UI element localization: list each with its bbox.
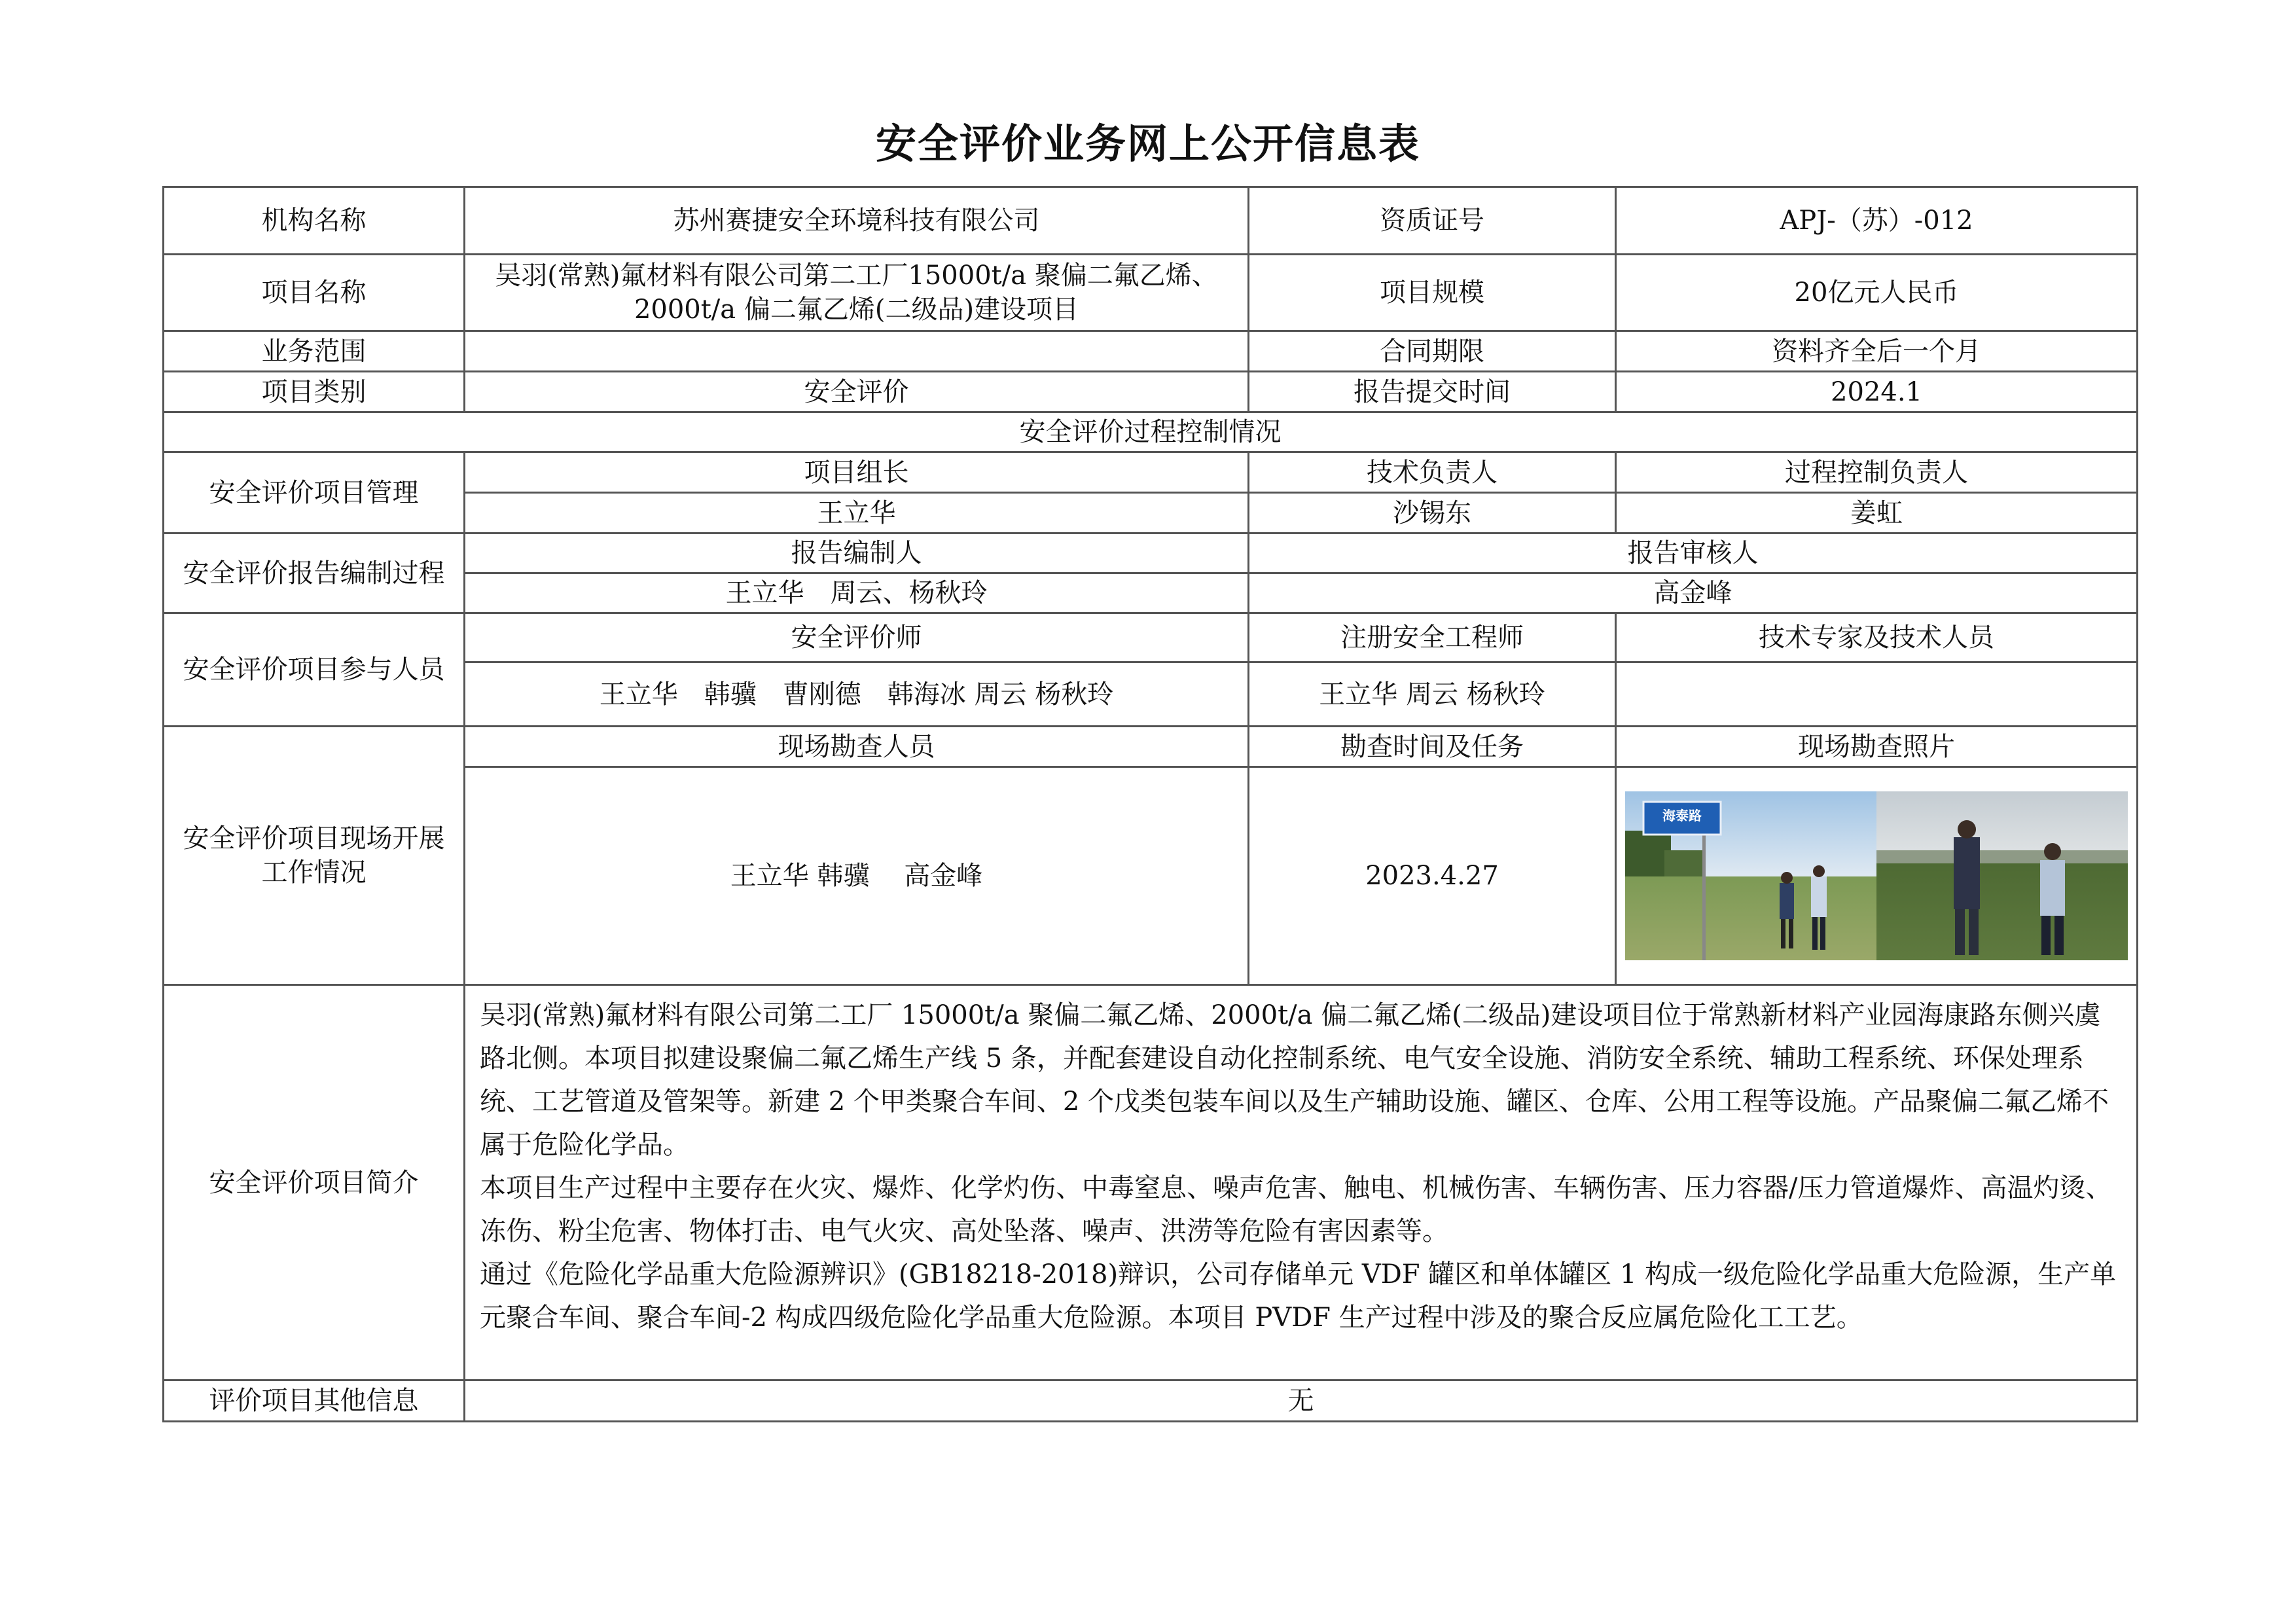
- intro-paragraph: 本项目生产过程中主要存在火灾、爆炸、化学灼伤、中毒窒息、噪声危害、触电、机械伤害、车辆伤害、压力容器/压力管道爆炸、高温灼烫、冻伤、粉尘危害、物体打击、电气火灾、高处坠落、噪声、洪涝等危险有害因素等。: [480, 1173, 2112, 1246]
- site-header-row: [164, 727, 2138, 767]
- scale-value: 20亿元人民币: [1616, 255, 2138, 331]
- participants-header-expert: 技术专家及技术人员: [1616, 613, 2138, 662]
- site-date: 2023.4.27: [1249, 767, 1616, 985]
- report-header-row: [164, 533, 2138, 573]
- scale-label: 项目规模: [1249, 255, 1616, 331]
- process-header: 安全评价过程控制情况: [164, 412, 2138, 452]
- participants-value-engineer: 王立华 周云 杨秋玲: [1249, 662, 1616, 727]
- participants-value-evaluator: 王立华 韩骥 曹刚德 韩海冰 周云 杨秋玲: [465, 662, 1249, 727]
- project-row: [164, 255, 2138, 331]
- category-row: [164, 372, 2138, 412]
- scope-value: [465, 331, 1249, 372]
- submit-label: 报告提交时间: [1249, 372, 1616, 412]
- contract-value: 资料齐全后一个月: [1616, 331, 2138, 372]
- report-label: 安全评价报告编制过程: [164, 533, 465, 613]
- category-label: 项目类别: [164, 372, 465, 412]
- site-photo-field: [1876, 791, 2128, 960]
- other-value: 无: [465, 1380, 2138, 1422]
- management-label: 安全评价项目管理: [164, 452, 465, 533]
- report-header-author: 报告编制人: [465, 533, 1249, 573]
- intro-row: [164, 985, 2138, 1380]
- other-label: 评价项目其他信息: [164, 1380, 465, 1422]
- participants-header-engineer: 注册安全工程师: [1249, 613, 1616, 662]
- org-row: [164, 187, 2138, 255]
- participants-label: 安全评价项目参与人员: [164, 613, 465, 727]
- road-sign-text: 海泰路: [1662, 808, 1702, 823]
- participants-header-row: [164, 613, 2138, 662]
- intro-label: 安全评价项目简介: [164, 985, 465, 1380]
- management-value-process: 姜虹: [1616, 493, 2138, 533]
- contract-label: 合同期限: [1249, 331, 1616, 372]
- site-staff: 王立华 韩骥 高金峰: [465, 767, 1249, 985]
- scope-label: 业务范围: [164, 331, 465, 372]
- management-header-leader: 项目组长: [465, 452, 1249, 493]
- org-value: 苏州赛捷安全环境科技有限公司: [465, 187, 1249, 255]
- category-value: 安全评价: [465, 372, 1249, 412]
- report-value-reviewer: 高金峰: [1249, 573, 2138, 613]
- scope-row: [164, 331, 2138, 372]
- cert-label: 资质证号: [1249, 187, 1616, 255]
- intro-content: [465, 985, 2138, 1380]
- other-row: [164, 1380, 2138, 1422]
- report-value-author: 王立华 周云、杨秋玲: [465, 573, 1249, 613]
- site-header-photos: 现场勘查照片: [1616, 727, 2138, 767]
- site-header-staff: 现场勘查人员: [465, 727, 1249, 767]
- project-value: 吴羽(常熟)氟材料有限公司第二工厂15000t/a 聚偏二氟乙烯、2000t/a 偏二氟乙烯(二级品)建设项目: [465, 255, 1249, 331]
- site-photo-road-sign: [1625, 791, 1876, 960]
- participants-value-expert: [1616, 662, 2138, 727]
- intro-paragraph: 吴羽(常熟)氟材料有限公司第二工厂 15000t/a 聚偏二氟乙烯、2000t/a 偏二氟乙烯(二级品)建设项目位于常熟新材料产业园海康路东侧兴虞路北侧。本项目拟建设聚偏二氟乙烯生产线 5 条，并配套建设自动化控制系统、电气安全设施、消防安全系统、辅助工程系统、环保处理系统、工艺管道及管架等。新建 2 个甲类聚合车间、2 个戊类包装车间以及生产辅助设施、罐区、仓库、公用工程等设施。产品聚偏二氟乙烯不属于危险化学品。: [480, 1000, 2109, 1160]
- report-header-reviewer: 报告审核人: [1249, 533, 2138, 573]
- site-photos: [1616, 767, 2138, 985]
- org-label: 机构名称: [164, 187, 465, 255]
- process-header-row: [164, 412, 2138, 452]
- submit-value: 2024.1: [1616, 372, 2138, 412]
- management-header-process: 过程控制负责人: [1616, 452, 2138, 493]
- management-value-tech: 沙锡东: [1249, 493, 1616, 533]
- project-label: 项目名称: [164, 255, 465, 331]
- site-header-date: 勘查时间及任务: [1249, 727, 1616, 767]
- info-table: [162, 186, 2138, 1422]
- management-header-row: [164, 452, 2138, 493]
- page-title: 安全评价业务网上公开信息表: [875, 120, 1420, 168]
- site-label: 安全评价项目现场开展工作情况: [164, 727, 465, 985]
- intro-paragraph: 通过《危险化学品重大危险源辨识》(GB18218-2018)辩识，公司存储单元 VDF 罐区和单体罐区 1 构成一级危险化学品重大危险源，生产单元聚合车间、聚合车间-2 构成四级危险化学品重大危险源。本项目 PVDF 生产过程中涉及的聚合反应属危险化工工艺。: [480, 1259, 2117, 1333]
- participants-header-evaluator: 安全评价师: [465, 613, 1249, 662]
- cert-value: APJ-（苏）-012: [1616, 187, 2138, 255]
- management-value-leader: 王立华: [465, 493, 1249, 533]
- management-header-tech: 技术负责人: [1249, 452, 1616, 493]
